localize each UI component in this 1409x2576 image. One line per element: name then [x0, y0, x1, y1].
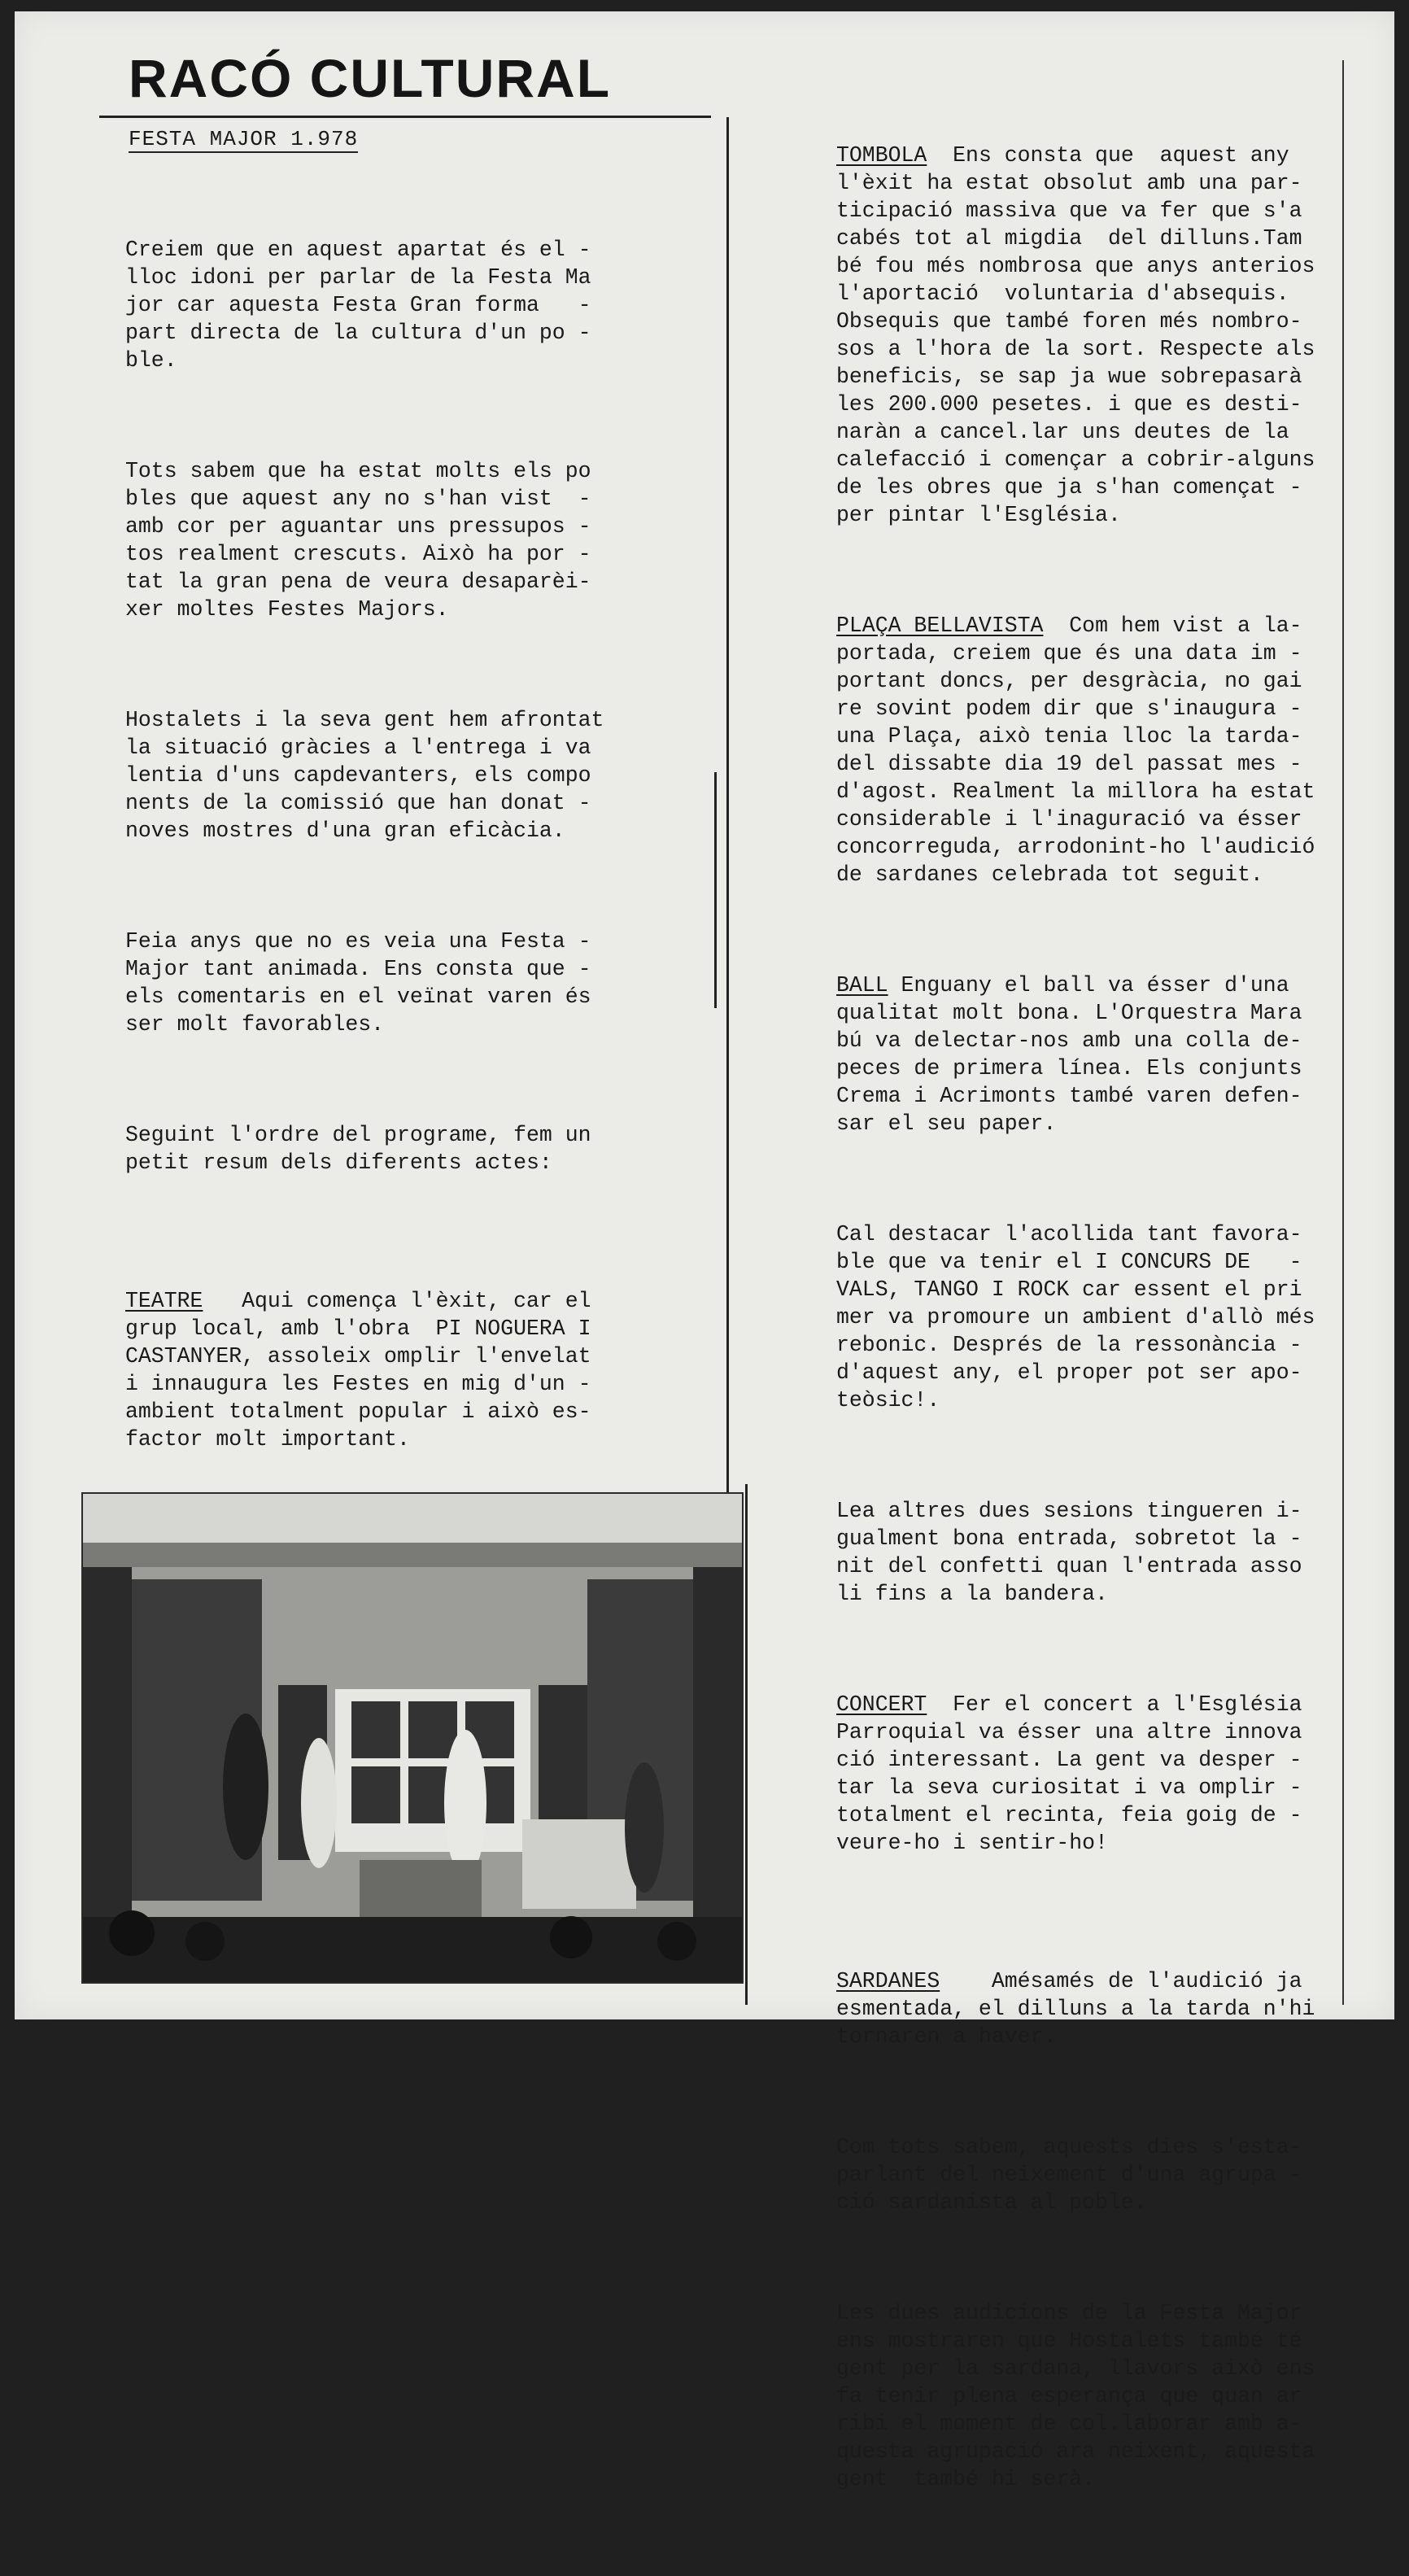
- section-placa: [836, 612, 1341, 889]
- paragraph-agrupacio: Com tots sabem, aquests dies s'esta- parlant del neixement d'una agrupa - ció sardanista al poble.: [836, 2135, 1302, 2215]
- section-text-ball: Enguany el ball va ésser d'una qualitat molt bona. L'Orquestra Mara bú va delectar-nos amb una colla de- peces de primera línea. Els conjunts Crema i Acrimonts també varen defen- sar el seu paper.: [836, 973, 1302, 1136]
- section-concert: [836, 1691, 1341, 1857]
- right-column: [836, 86, 1341, 2576]
- section-text-teatre: Aqui comença l'èxit, car el grup local, amb l'obra PI NOGUERA I CASTANYER, assoleix omplir l'envelat i innaugura les Festes en mig d'un - ambient totalment popular i això es- factor molt important.: [125, 1289, 591, 1452]
- section-label-concert: CONCERT: [836, 1692, 927, 1717]
- paragraph-pobles: Tots sabem que ha estat molts els po bles que aquest any no s'han vist - amb cor per aguantar uns pressupos - tos realment crescuts. Això ha por - tat la gran pena de veura desaparèi- xer moltes Festes Majors.: [125, 459, 591, 622]
- paragraph-intro: Creiem que en aquest apartat és el - lloc idoni per parlar de la Festa Ma jor car aquesta Festa Gran forma - part directa de la cultura d'un po - ble.: [125, 238, 591, 373]
- section-text-sardanes: Amésamés de l'audició ja esmentada, el dilluns a la tarda n'hi tornaren a haver.: [836, 1969, 1315, 2049]
- page-title: RACÓ CULTURAL: [129, 48, 612, 108]
- document-page: [15, 11, 1394, 2491]
- section-text-concert: Fer el concert a l'Església Parroquial va ésser una altre innova ció interessant. La gent va desper - tar la seva curiositat i va omplir - totalment el recinta, feia goig de - veure-ho i sentir-ho!: [836, 1692, 1302, 1855]
- paragraph-animada: Feia anys que no es veia una Festa - Major tant animada. Ens consta que - els comentaris en el veïnat varen és ser molt favorables.: [125, 929, 591, 1037]
- column-divider-lower: [745, 1484, 748, 2005]
- page-edge-rule: [1342, 60, 1344, 2005]
- section-label-ball: BALL: [836, 973, 888, 998]
- section-tombola: [836, 142, 1341, 529]
- section-sardanes: [836, 1967, 1341, 2050]
- section-label-sardanes: SARDANES: [836, 1969, 940, 1993]
- paragraph-audicions: Les dues audicions de la Festa Major ens mostraren que Hostalets també té gent per la sardana, llavors això ens fa tenir plena esperança que quan ar ribi el moment de col.laborar amb a- questa agrupació ara neixent, aquesta gent també hi serà.: [836, 2301, 1315, 2491]
- section-ball: [836, 971, 1341, 1137]
- section-subtitle: FESTA MAJOR 1.978: [129, 127, 359, 151]
- section-label-tombola: TOMBOLA: [836, 143, 927, 168]
- paragraph-sesions: Lea altres dues sesions tingueren i- gualment bona entrada, sobretot la - nit del confetti quan l'entrada asso li fins a la bandera.: [836, 1499, 1302, 1606]
- theatre-stage-photo: [81, 1492, 744, 1984]
- paragraph-hostalets: Hostalets i la seva gent hem afrontat la situació gràcies a l'entrega i va lentia d'uns capdevanters, els compo nents de la comissió que han donat - noves mostres d'una gran eficàcia.: [125, 708, 604, 843]
- title-divider: [99, 116, 711, 118]
- section-label-placa: PLAÇA BELLAVISTA: [836, 613, 1044, 638]
- stage-scene-illustration: [83, 1494, 742, 1982]
- section-text-placa: Com hem vist a la- portada, creiem que és una data im - portant doncs, per desgràcia, no gai re sovint podem dir que s'inaugura - una Plaça, això tenia lloc la tarda- del dissabte dia 19 del passat mes - d'agost. Realment la millora ha estat considerable i l'inaguració va ésser concorreguda, arrodonint-ho l'audició de sardanes celebrada tot seguit.: [836, 613, 1315, 887]
- paragraph-programe: Seguint l'ordre del programe, fem un petit resum dels diferents actes:: [125, 1123, 591, 1175]
- paragraph-concurs: Cal destacar l'acollida tant favora- ble que va tenir el I CONCURS DE - VALS, TANGO I ROCK car essent el pri mer va promoure un ambient d'allò més rebonic. Després de la ressonància - d'aquest any, el proper pot ser apo- teòsic!.: [836, 1222, 1315, 1412]
- section-text-tombola: Ens consta que aquest any l'èxit ha estat obsolut amb una par- ticipació massiva que va fer que s'a cabés tot al migdia del dilluns.Tam bé fou més nombrosa que anys anterios l'aportació voluntaria d'absequis. Obsequis que també foren més nombro- sos a l'hora de la sort. Respecte als beneficis, se sap ja wue sobrepasarà les 200.000 pesetes. i que es desti- naràn a cancel.lar uns deutes de la calefacció i començar a cobrir-alguns de les obres que ja s'han començat - per pintar l'Església.: [836, 143, 1315, 527]
- section-teatre: [125, 1287, 727, 1453]
- section-label-teatre: TEATRE: [125, 1289, 203, 1313]
